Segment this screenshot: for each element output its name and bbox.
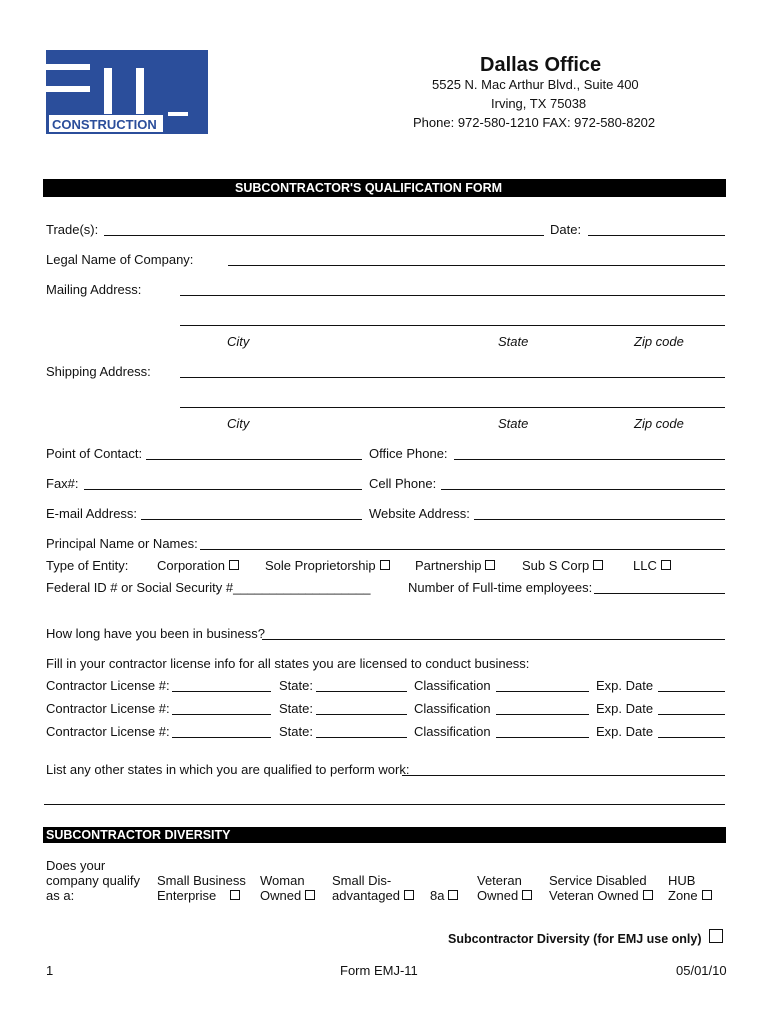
sole-proprietorship-option[interactable]: Sole Proprietorship — [265, 558, 390, 573]
exp-field-3[interactable] — [658, 737, 725, 738]
trades-label: Trade(s): — [46, 222, 99, 237]
8a-checkbox[interactable] — [448, 890, 458, 900]
sole-proprietorship-checkbox[interactable] — [380, 560, 390, 570]
shipping-city-label: City — [227, 416, 250, 431]
license-state-field-3[interactable] — [316, 737, 407, 738]
employees-label: Number of Full-time employees: — [408, 580, 593, 595]
other-states-field-2[interactable] — [44, 804, 725, 805]
woman-owned-checkbox[interactable] — [305, 890, 315, 900]
small-disadvantaged-checkbox[interactable] — [404, 890, 414, 900]
form-number: Form EMJ-11 — [340, 963, 418, 978]
service-disabled-option[interactable]: Veteran Owned — [549, 888, 653, 903]
license-label-3: Contractor License #: — [46, 724, 170, 739]
legal-name-label: Legal Name of Company: — [46, 252, 194, 267]
office-phone-field[interactable] — [454, 459, 725, 460]
small-disadvantaged-option[interactable]: advantaged — [332, 888, 414, 903]
principal-label: Principal Name or Names: — [46, 536, 198, 551]
diversity-title-bar — [43, 827, 726, 843]
license-state-field-1[interactable] — [316, 691, 407, 692]
classification-field-1[interactable] — [496, 691, 589, 692]
diversity-title: SUBCONTRACTOR DIVERSITY — [46, 828, 231, 842]
license-label-1: Contractor License #: — [46, 678, 170, 693]
classification-field-3[interactable] — [496, 737, 589, 738]
email-label: E-mail Address: — [46, 506, 138, 521]
date-field[interactable] — [588, 235, 725, 236]
license-state-field-2[interactable] — [316, 714, 407, 715]
small-business-option[interactable]: Enterprise — [157, 888, 240, 903]
diversity-question-1: Does your — [46, 858, 106, 873]
small-business-checkbox[interactable] — [230, 890, 240, 900]
veteran-owned-label-1: Veteran — [477, 873, 522, 888]
classification-label-3: Classification — [414, 724, 491, 739]
page-number: 1 — [46, 963, 54, 978]
exp-label-1: Exp. Date — [596, 678, 654, 693]
mailing-label: Mailing Address: — [46, 282, 142, 297]
exp-label-2: Exp. Date — [596, 701, 654, 716]
cell-label: Cell Phone: — [369, 476, 437, 491]
trades-field[interactable] — [104, 235, 544, 236]
woman-owned-label-1: Woman — [260, 873, 305, 888]
veteran-owned-option[interactable]: Owned — [477, 888, 532, 903]
office-address-2: Irving, TX 75038 — [491, 96, 587, 111]
license-field-1[interactable] — [172, 691, 271, 692]
mailing-field-1[interactable] — [180, 295, 725, 296]
other-states-label: List any other states in which you are qualified to perform work: — [46, 762, 410, 777]
license-label-2: Contractor License #: — [46, 701, 170, 716]
hub-zone-option[interactable]: Zone — [668, 888, 712, 903]
corporation-checkbox[interactable] — [229, 560, 239, 570]
classification-label-1: Classification — [414, 678, 491, 693]
corporation-option[interactable]: Corporation — [157, 558, 239, 573]
how-long-field[interactable] — [262, 639, 725, 640]
website-field[interactable] — [474, 519, 725, 520]
license-state-label-2: State: — [279, 701, 313, 716]
sub-s-corp-option[interactable]: Sub S Corp — [522, 558, 603, 573]
office-title: Dallas Office — [480, 54, 602, 76]
email-field[interactable] — [141, 519, 362, 520]
hub-zone-checkbox[interactable] — [702, 890, 712, 900]
small-disadvantaged-label-1: Small Dis- — [332, 873, 392, 888]
fax-field[interactable] — [84, 489, 362, 490]
exp-field-2[interactable] — [658, 714, 725, 715]
8a-option[interactable]: 8a — [430, 888, 458, 903]
small-business-label-1: Small Business — [157, 873, 246, 888]
other-states-field-1[interactable] — [402, 775, 725, 776]
license-state-label-3: State: — [279, 724, 313, 739]
mailing-field-2[interactable] — [180, 325, 725, 326]
woman-owned-option[interactable]: Owned — [260, 888, 315, 903]
form-date: 05/01/10 — [676, 963, 727, 978]
website-label: Website Address: — [369, 506, 470, 521]
classification-label-2: Classification — [414, 701, 491, 716]
shipping-field-2[interactable] — [180, 407, 725, 408]
exp-label-3: Exp. Date — [596, 724, 654, 739]
cell-field[interactable] — [441, 489, 725, 490]
office-address-1: 5525 N. Mac Arthur Blvd., Suite 400 — [432, 77, 639, 92]
license-field-2[interactable] — [172, 714, 271, 715]
partnership-checkbox[interactable] — [485, 560, 495, 570]
legal-name-field[interactable] — [228, 265, 725, 266]
emj-construction-logo — [46, 50, 208, 134]
license-field-3[interactable] — [172, 737, 271, 738]
form-title: SUBCONTRACTOR'S QUALIFICATION FORM — [235, 181, 503, 195]
shipping-state-label: State — [498, 416, 529, 431]
fax-label: Fax#: — [46, 476, 79, 491]
logo-subtext: CONSTRUCTION — [52, 117, 157, 132]
entity-label: Type of Entity: — [46, 558, 129, 573]
classification-field-2[interactable] — [496, 714, 589, 715]
federal-id-label: Federal ID # or Social Security #___________________ — [46, 580, 371, 595]
office-phone-label: Office Phone: — [369, 446, 448, 461]
diversity-question-3: as a: — [46, 888, 75, 903]
principal-field[interactable] — [200, 549, 725, 550]
hub-zone-label-1: HUB — [668, 873, 696, 888]
employees-field[interactable] — [594, 593, 725, 594]
emj-use-label: Subcontractor Diversity (for EMJ use only) — [448, 932, 702, 946]
shipping-zip-label: Zip code — [634, 416, 684, 431]
date-label: Date: — [550, 222, 582, 237]
shipping-label: Shipping Address: — [46, 364, 151, 379]
contact-field[interactable] — [146, 459, 362, 460]
service-disabled-checkbox[interactable] — [643, 890, 653, 900]
how-long-label: How long have you been in business? — [46, 626, 265, 641]
service-disabled-label-1: Service Disabled — [549, 873, 647, 888]
mailing-city-label: City — [227, 334, 250, 349]
form-title-bar — [43, 179, 726, 197]
mailing-zip-label: Zip code — [634, 334, 684, 349]
license-state-label-1: State: — [279, 678, 313, 693]
emj-use-checkbox[interactable] — [709, 929, 723, 943]
llc-checkbox[interactable] — [661, 560, 671, 570]
shipping-field-1[interactable] — [180, 377, 725, 378]
sub-s-corp-checkbox[interactable] — [593, 560, 603, 570]
office-phone: Phone: 972-580-1210 FAX: 972-580-8202 — [413, 115, 656, 130]
partnership-option[interactable]: Partnership — [415, 558, 495, 573]
exp-field-1[interactable] — [658, 691, 725, 692]
license-intro: Fill in your contractor license info for all states you are licensed to conduct business: — [46, 656, 530, 671]
llc-option[interactable]: LLC — [633, 558, 671, 573]
mailing-state-label: State — [498, 334, 529, 349]
contact-label: Point of Contact: — [46, 446, 143, 461]
veteran-owned-checkbox[interactable] — [522, 890, 532, 900]
diversity-question-2: company qualify — [46, 873, 140, 888]
